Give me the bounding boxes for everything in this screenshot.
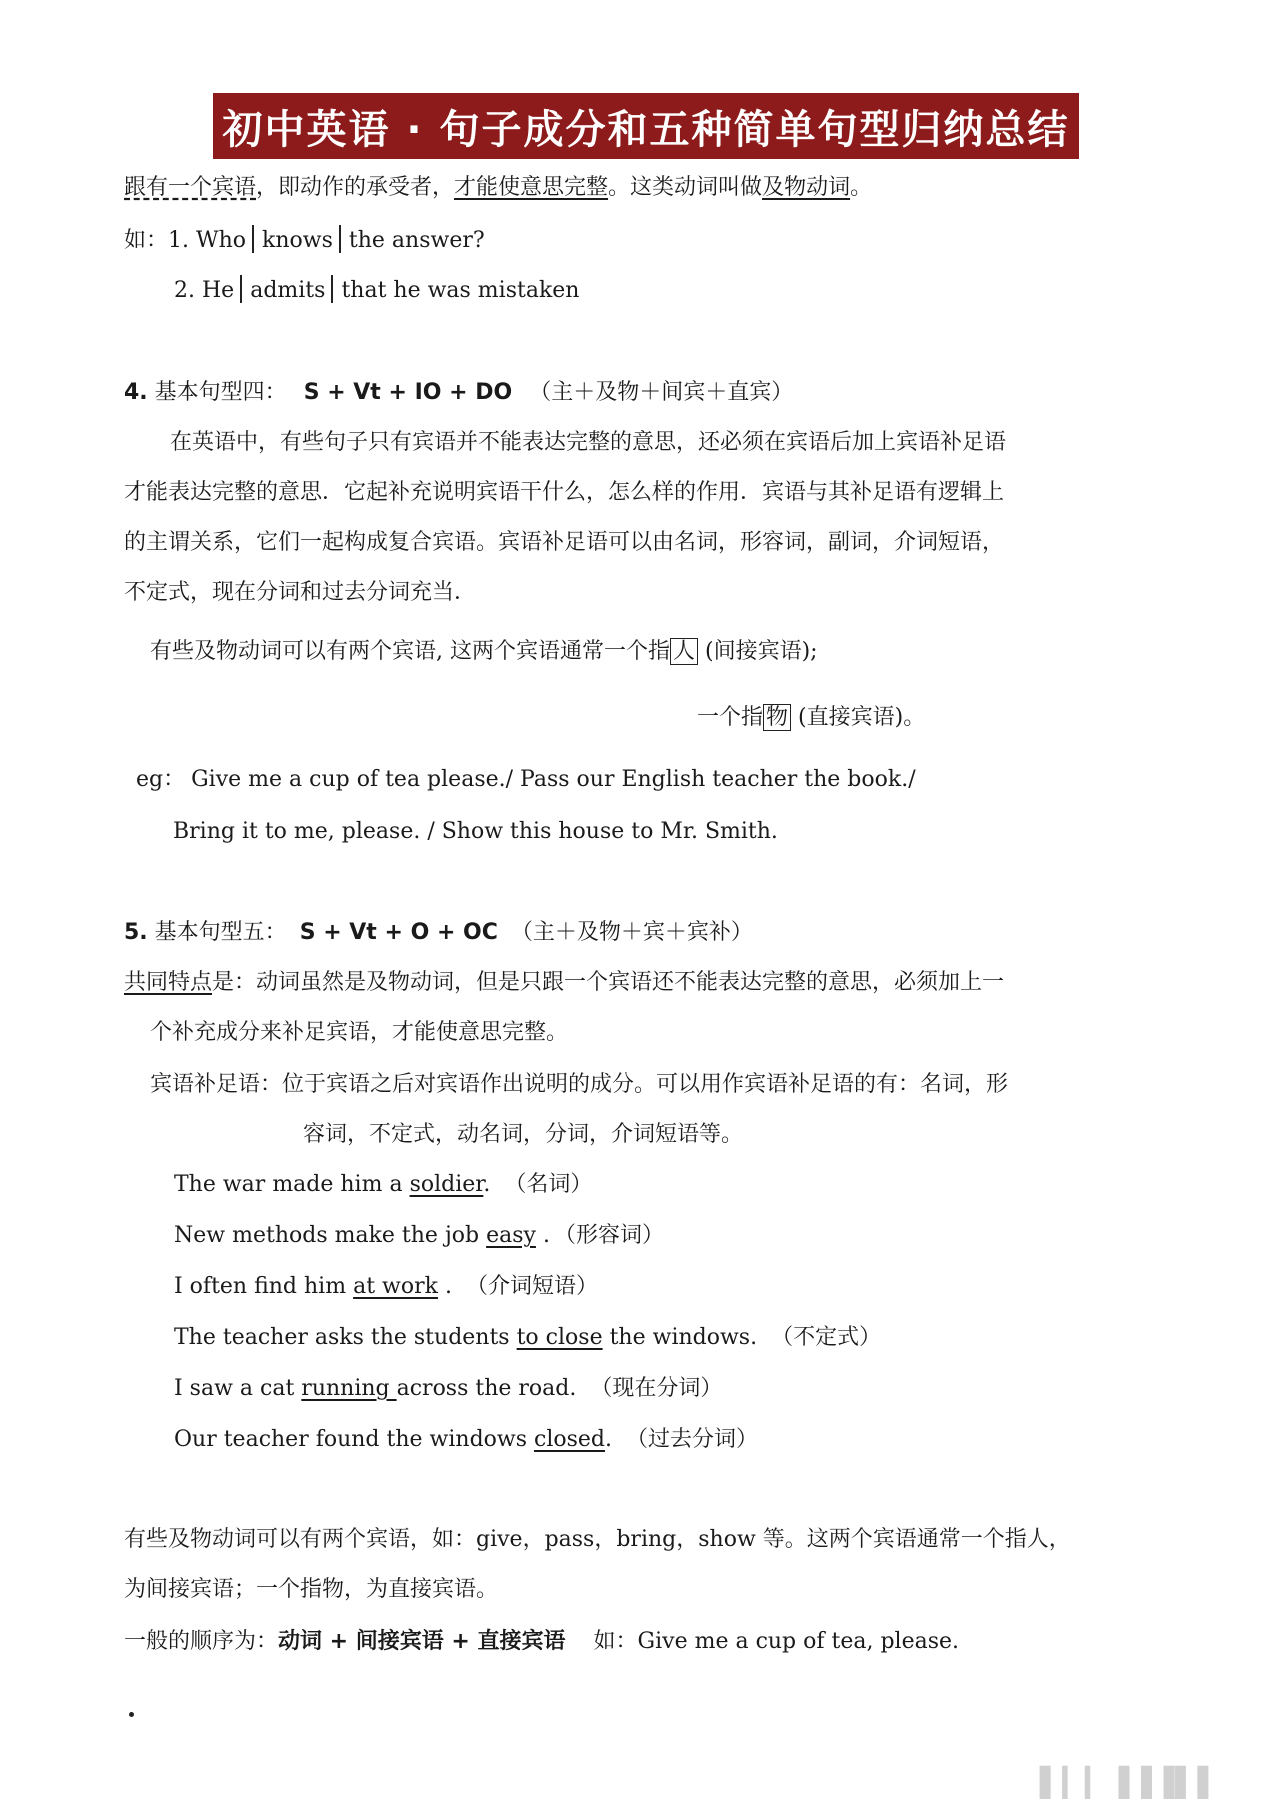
intro-underlined-1: 跟有一个宾语 (124, 175, 257, 200)
page-title: 初中英语 · 句子成分和五种简单句型归纳总结 (213, 93, 1079, 159)
oc-example: The teacher asks the students to close the windows. （不定式） (174, 1325, 882, 1350)
example-line-1: 如：1. Who knows the answer? (124, 225, 485, 256)
section5-heading: 5. 基本句型五： S + Vt + O + OC （主＋及物＋宾＋宾补） (124, 920, 753, 945)
divider-bar (240, 275, 242, 303)
section4-para-line-2: 才能表达完整的意思．它起补充说明宾语干什么，怎么样的作用．宾语与其补足语有逻辑上 (124, 480, 1005, 505)
example-line-2: 2. He admits that he was mistaken (174, 275, 579, 306)
order-line: 一般的顺序为：动词 + 间接宾语 + 直接宾语 如：Give me a cup of tea, please. (124, 1629, 960, 1654)
two-objects-line: 有些及物动词可以有两个宾语, 这两个宾语通常一个指 人 (间接宾语); (150, 639, 818, 664)
boxed-word: 人 (670, 638, 698, 665)
watermark-mark: ▌▎▎▐▐▐▌▌ (1040, 1766, 1221, 1799)
intro-underlined-3: 及物动词 (762, 175, 851, 200)
eg-line-1: eg： Give me a cup of tea please./ Pass our English teacher the book./ (136, 767, 916, 792)
oc-example: The war made him a soldier. （名词） (174, 1172, 593, 1197)
intro-underlined-2: 才能使意思完整 (454, 175, 609, 200)
section4-para-line-4: 不定式，现在分词和过去分词充当． (124, 580, 477, 605)
common-features-label: 共同特点 (124, 970, 213, 995)
bottom-para-line-2: 为间接宾语；一个指物，为直接宾语。 (124, 1577, 499, 1602)
oc-example: New methods make the job easy . （形容词） (174, 1223, 664, 1248)
section4-para-line-1: 在英语中，有些句子只有宾语并不能表达完整的意思，还必须在宾语后加上宾语补足语 (170, 430, 1007, 455)
oc-example: Our teacher found the windows closed. （过去分词） (174, 1427, 759, 1452)
intro-line: 跟有一个宾语，即动作的承受者，才能使意思完整。这类动词叫做及物动词。 (124, 175, 873, 200)
common-features-line-2: 个补充成分来补足宾语，才能使意思完整。 (150, 1020, 569, 1045)
divider-bar (339, 225, 341, 253)
section4-para-line-3: 的主谓关系，它们一起构成复合宾语。宾语补足语可以由名词，形容词，副词，介词短语， (124, 530, 1005, 555)
oc-definition-line-1: 宾语补足语：位于宾语之后对宾语作出说明的成分。可以用作宾语补足语的有：名词，形 (150, 1072, 1009, 1097)
common-features-line-1: 共同特点是：动词虽然是及物动词，但是只跟一个宾语还不能表达完整的意思，必须加上一 (124, 970, 1005, 995)
oc-definition-line-2: 容词，不定式，动名词，分词，介词短语等。 (303, 1122, 744, 1147)
eg-line-2: Bring it to me, please. / Show this house to Mr. Smith. (173, 819, 778, 844)
boxed-word: 物 (763, 704, 791, 731)
oc-example: I often find him at work . （介词短语） (174, 1274, 598, 1299)
bottom-para-line-1: 有些及物动词可以有两个宾语，如：give，pass，bring，show 等。这两个宾语通常一个指人， (124, 1527, 1071, 1552)
divider-bar (252, 225, 254, 253)
order-formula: 动词 + 间接宾语 + 直接宾语 (278, 1629, 566, 1654)
section4-heading: 4. 基本句型四： S + Vt + IO + DO （主＋及物＋间宾＋直宾） (124, 380, 794, 405)
oc-example: I saw a cat running across the road. （现在分词） (174, 1376, 723, 1401)
divider-bar (331, 275, 333, 303)
two-objects-line-2: 一个指 物 (直接宾语)。 (697, 705, 926, 730)
bullet-dot (129, 1712, 134, 1717)
